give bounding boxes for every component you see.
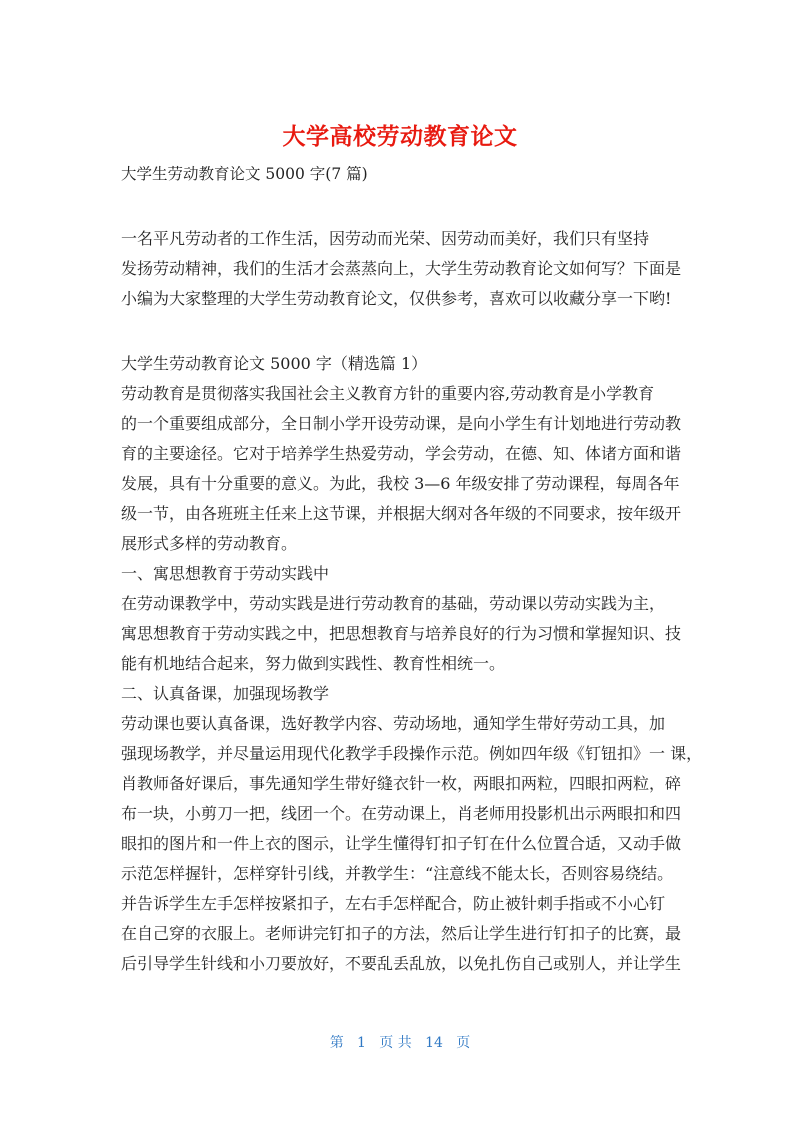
body-line: 级一节，由各班班主任来上这节课，并根据大纲对各年级的不同要求，按年级开 <box>121 504 682 523</box>
section-heading: 一、寓思想教育于劳动实践中 <box>121 564 330 583</box>
body-line: 展形式多样的劳动教育。 <box>121 534 298 553</box>
body-line: 肖教师备好课后，事先通知学生带好缝衣针一枚，两眼扣两粒，四眼扣两粒，碎 <box>121 774 682 793</box>
body-line: 在自己穿的衣服上。老师讲完钉扣子的方法，然后让学生进行钉扣子的比赛，最 <box>121 924 682 943</box>
body-line: 发展，具有十分重要的意义。为此，我校 3—6 年级安排了劳动课程，每周各年 <box>121 474 680 493</box>
body-line: 的一个重要组成部分，全日制小学开设劳动课，是向小学生有计划地进行劳动教 <box>121 414 682 433</box>
intro-line: 一名平凡劳动者的工作生活，因劳动而光荣、因劳动而美好，我们只有坚持 <box>121 229 650 248</box>
intro-paragraph <box>121 224 686 314</box>
body-line: 布一块，小剪刀一把，线团一个。在劳动课上，肖老师用投影机出示两眼扣和四 <box>121 804 682 823</box>
intro-line: 发扬劳动精神，我们的生活才会蒸蒸向上，大学生劳动教育论文如何写？下面是 <box>121 259 682 278</box>
section-heading: 大学生劳动教育论文 5000 字（精选篇 1） <box>121 354 428 373</box>
document-title: 大学高校劳动教育论文 <box>282 124 518 150</box>
section-heading: 二、认真备课，加强现场教学 <box>121 684 330 703</box>
body-text <box>121 349 703 979</box>
body-line: 示范怎样握针，怎样穿针引线，并教学生：“注意线不能太长，否则容易绕结。 <box>121 864 674 883</box>
body-line: 在劳动课教学中，劳动实践是进行劳动教育的基础，劳动课以劳动实践为主， <box>121 594 666 613</box>
body-line: 并告诉学生左手怎样按紧扣子，左右手怎样配合，防止被针刺手指或不小心钉 <box>121 894 666 913</box>
page-number-footer: 第 1 页 共 14 页 <box>329 1035 471 1051</box>
body-line: 育的主要途径。它对于培养学生热爱劳动，学会劳动，在德、知、体诸方面和谐 <box>121 444 682 463</box>
body-line: 劳动课也要认真备课，选好教学内容、劳动场地，通知学生带好劳动工具，加 <box>121 714 666 733</box>
body-line: 劳动教育是贯彻落实我国社会主义教育方针的重要内容,劳动教育是小学教育 <box>121 384 655 403</box>
body-line: 后引导学生针线和小刀要放好，不要乱丢乱放，以免扎伤自己或别人，并让学生 <box>121 954 682 973</box>
intro-line: 小编为大家整理的大学生劳动教育论文，仅供参考，喜欢可以收藏分享一下哟! <box>121 289 672 308</box>
body-line: 眼扣的图片和一件上衣的图示，让学生懂得钉扣子钉在什么位置合适，又动手做 <box>121 834 682 853</box>
body-line: 强现场教学，并尽量运用现代化教学手段操作示范。例如四年级《钉钮扣》一 课， <box>121 744 703 763</box>
body-line: 能有机地结合起来，努力做到实践性、教育性相统一。 <box>121 654 506 673</box>
body-line: 寓思想教育于劳动实践之中，把思想教育与培养良好的行为习惯和掌握知识、技 <box>121 624 682 643</box>
document-subtitle: 大学生劳动教育论文 5000 字(7 篇) <box>121 165 368 183</box>
